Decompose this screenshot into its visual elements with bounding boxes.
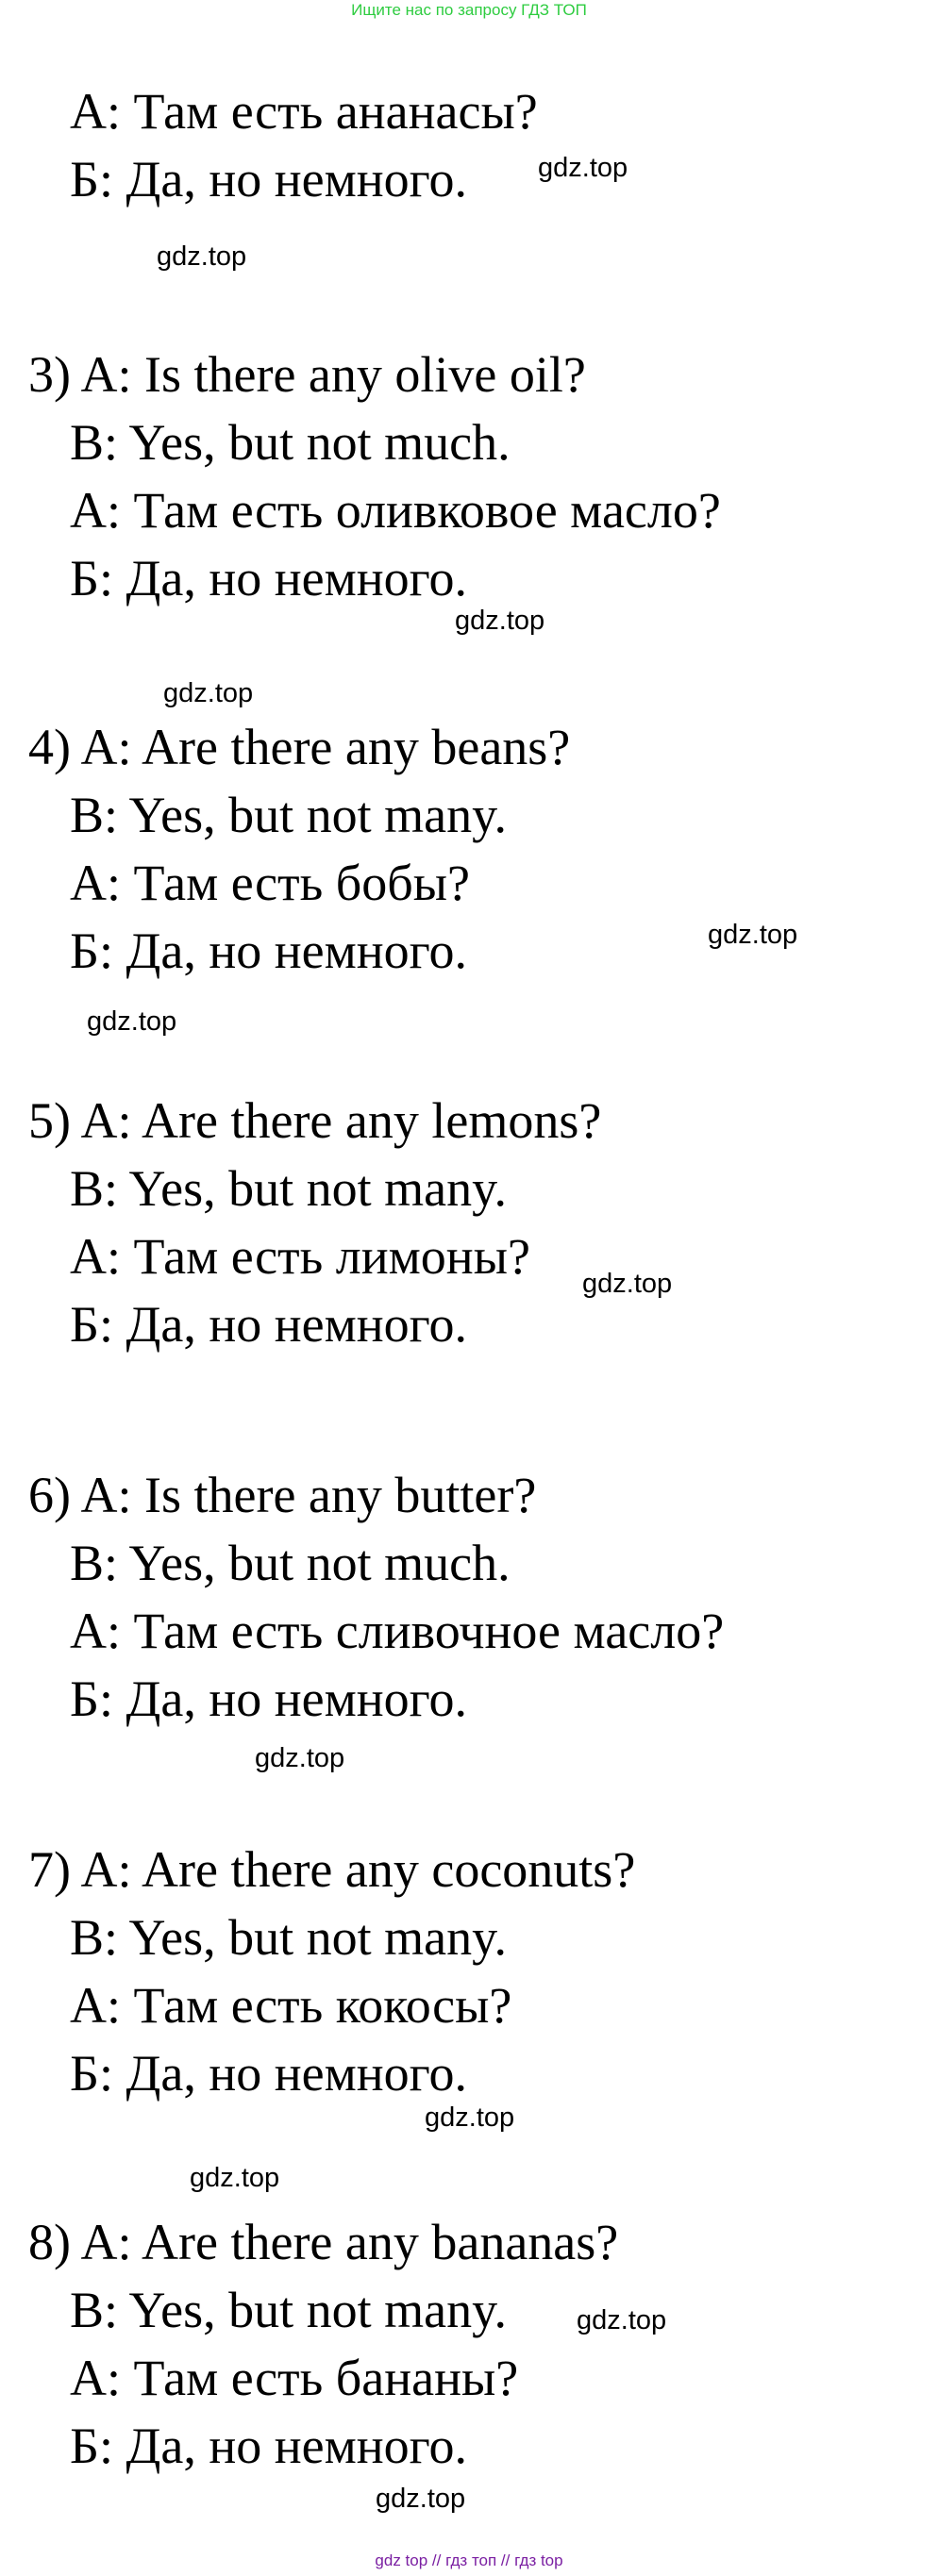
watermark: gdz.top xyxy=(538,153,628,183)
dialogue-line: B: Yes, but not many. xyxy=(70,787,508,843)
top-banner: Ищите нас по запросу ГДЗ ТОП xyxy=(351,1,587,19)
dialogue-line: B: Yes, but not much. xyxy=(70,414,511,471)
dialogue-line: 3) A: Is there any olive oil? xyxy=(28,346,586,403)
watermark: gdz.top xyxy=(582,1269,673,1299)
watermark: gdz.top xyxy=(190,2163,280,2193)
watermark: gdz.top xyxy=(708,920,798,950)
watermark: gdz.top xyxy=(425,2102,515,2133)
watermark: gdz.top xyxy=(157,241,247,272)
dialogue-line: А: Там есть лимоны? xyxy=(70,1228,530,1285)
watermark: gdz.top xyxy=(87,1006,177,1037)
dialogue-line: B: Yes, but not many. xyxy=(70,2282,508,2338)
dialogue-line: Б: Да, но немного. xyxy=(70,2045,467,2102)
watermark: gdz.top xyxy=(455,606,545,636)
dialogue-line: Б: Да, но немного. xyxy=(70,922,467,979)
dialogue-line: 7) A: Are there any coconuts? xyxy=(28,1841,636,1898)
dialogue-line: B: Yes, but not many. xyxy=(70,1160,508,1217)
dialogue-line: Б: Да, но немного. xyxy=(70,2418,467,2474)
dialogue-line: А: Там есть сливочное масло? xyxy=(70,1603,725,1659)
dialogue-line: А: Там есть бобы? xyxy=(70,855,470,911)
dialogue-line: 5) A: Are there any lemons? xyxy=(28,1092,602,1149)
dialogue-line: А: Там есть бананы? xyxy=(70,2350,519,2406)
dialogue-line: А: Там есть ананасы? xyxy=(70,83,538,140)
dialogue-line: А: Там есть кокосы? xyxy=(70,1977,512,2034)
dialogue-line: Б: Да, но немного. xyxy=(70,151,467,208)
dialogue-line: B: Yes, but not many. xyxy=(70,1909,508,1966)
watermark: gdz.top xyxy=(255,1743,345,1773)
dialogue-line: Б: Да, но немного. xyxy=(70,1296,467,1353)
dialogue-line: Б: Да, но немного. xyxy=(70,550,467,607)
footer: gdz top // гдз топ // гдз top xyxy=(375,2551,563,2569)
watermark: gdz.top xyxy=(577,2305,667,2335)
watermark: gdz.top xyxy=(163,678,254,708)
dialogue-line: B: Yes, but not much. xyxy=(70,1535,511,1591)
watermark: gdz.top xyxy=(376,2484,466,2514)
dialogue-line: 8) A: Are there any bananas? xyxy=(28,2214,619,2270)
dialogue-line: Б: Да, но немного. xyxy=(70,1670,467,1727)
dialogue-line: 6) A: Is there any butter? xyxy=(28,1467,537,1523)
dialogue-line: А: Там есть оливковое масло? xyxy=(70,482,721,539)
dialogue-line: 4) A: Are there any beans? xyxy=(28,719,571,775)
